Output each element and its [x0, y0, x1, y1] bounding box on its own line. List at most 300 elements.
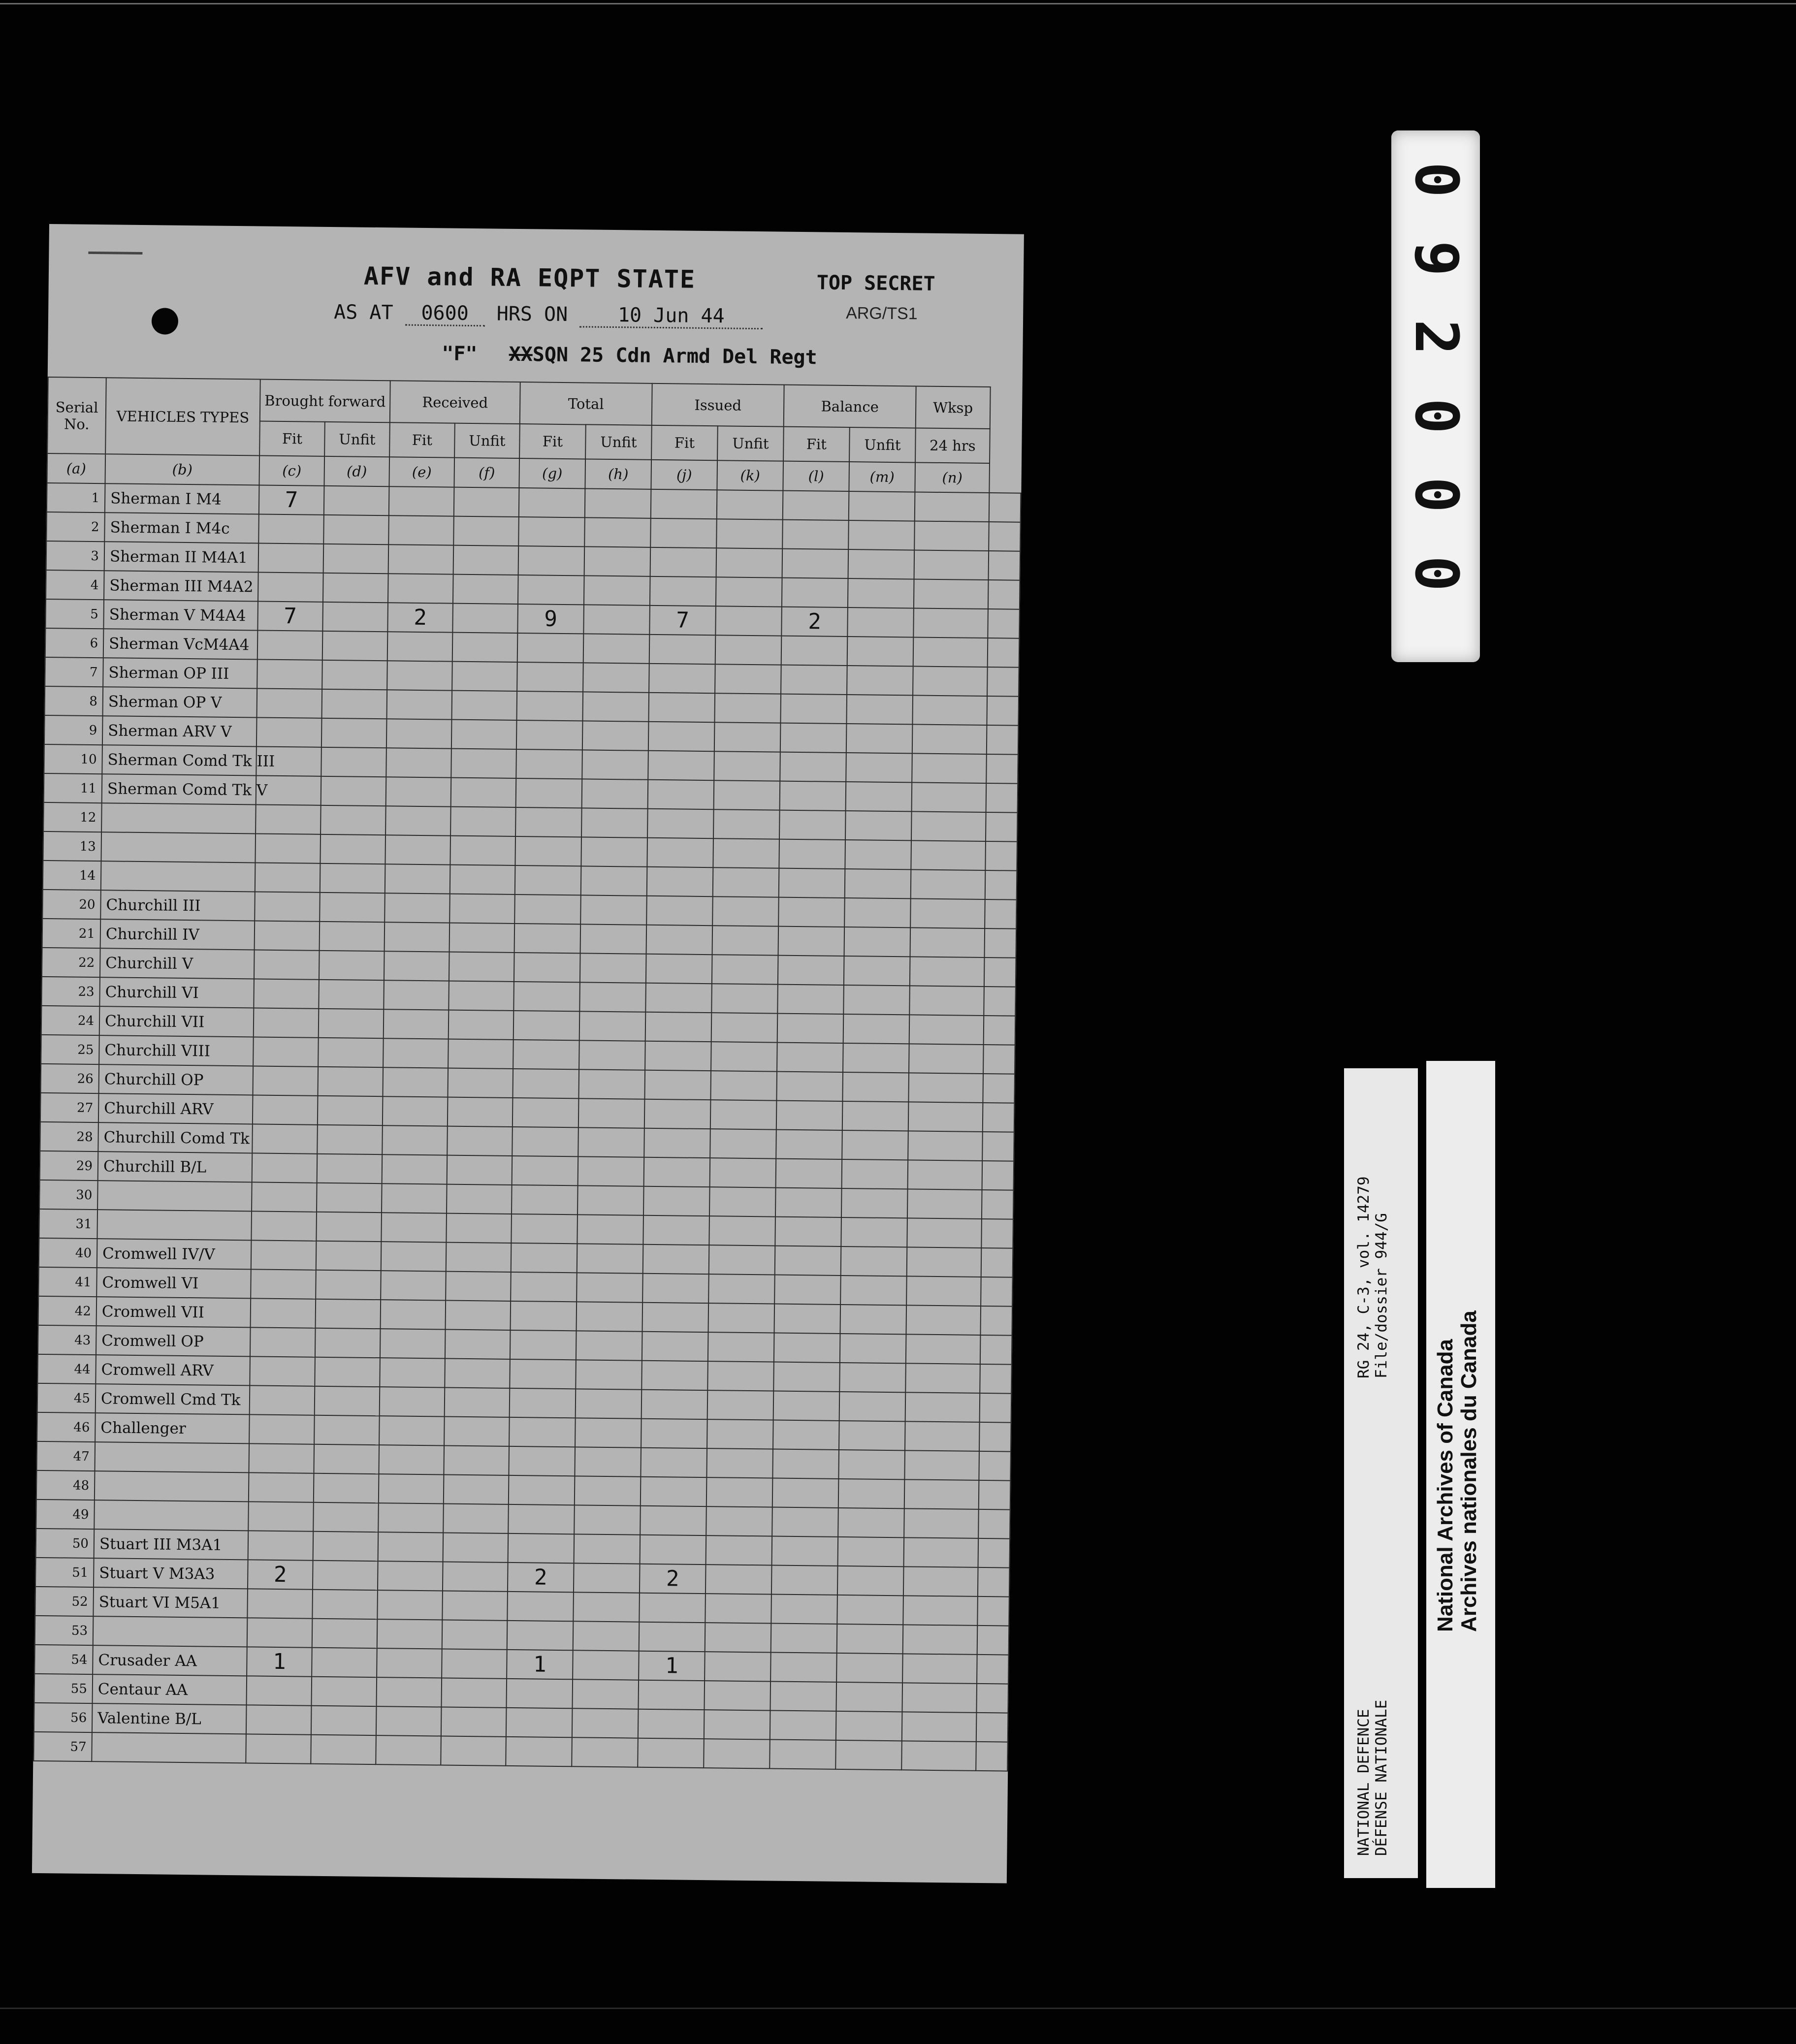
count-cell — [377, 1677, 442, 1707]
count-cell — [646, 925, 713, 955]
count-cell — [258, 514, 324, 543]
column-letter: (c) — [259, 455, 324, 485]
serial-cell: 14 — [43, 861, 101, 890]
count-cell: 7 — [257, 601, 323, 631]
count-cell — [383, 1096, 448, 1126]
count-cell — [915, 492, 990, 522]
unfit-header: Unfit — [585, 424, 652, 459]
count-cell — [976, 1742, 1008, 1771]
vehicle-type-cell: Sherman II M4A1 — [104, 542, 259, 572]
count-cell — [255, 921, 320, 950]
count-cell — [448, 1068, 513, 1098]
count-cell — [252, 1182, 317, 1212]
serial-cell: 52 — [35, 1587, 94, 1616]
count-cell — [908, 1102, 983, 1132]
count-cell — [323, 544, 389, 574]
count-cell — [321, 776, 386, 806]
vehicle-type-cell: Churchill VIII — [99, 1035, 254, 1066]
count-cell — [383, 1038, 449, 1068]
count-cell — [708, 1332, 774, 1362]
count-cell — [251, 1298, 316, 1328]
count-cell — [451, 720, 517, 749]
count-cell — [778, 926, 845, 956]
count-cell — [519, 488, 585, 517]
count-cell — [782, 549, 849, 578]
count-cell — [378, 1532, 444, 1562]
count-cell — [312, 1619, 378, 1648]
count-cell — [979, 1480, 1011, 1510]
count-cell — [641, 1477, 707, 1506]
count-cell — [914, 579, 989, 609]
count-cell — [385, 922, 450, 952]
punch-hole — [152, 308, 179, 335]
serial-cell: 47 — [36, 1441, 95, 1471]
count-cell — [507, 1621, 574, 1650]
count-cell — [573, 1621, 640, 1651]
count-cell — [908, 1073, 983, 1103]
count-cell — [708, 1274, 775, 1304]
count-cell — [770, 1653, 837, 1682]
count-cell — [779, 810, 846, 840]
count-cell — [905, 1421, 980, 1451]
count-cell — [320, 834, 385, 864]
count-cell — [839, 1421, 905, 1450]
count-cell — [771, 1624, 837, 1653]
count-cell — [712, 926, 779, 955]
count-cell — [450, 807, 516, 836]
count-cell — [251, 1211, 317, 1241]
count-cell — [913, 637, 988, 667]
count-cell — [977, 1626, 1009, 1655]
count-cell — [638, 1680, 705, 1710]
count-cell — [707, 1419, 773, 1449]
count-cell — [905, 1392, 980, 1422]
count-cell — [643, 1186, 710, 1216]
serial-cell: 10 — [44, 744, 102, 774]
brought-forward-header: Brought forward — [260, 380, 390, 423]
count-cell — [583, 663, 649, 692]
count-cell — [257, 630, 323, 660]
label-line-3: RG 24, C-3, vol. 14279 — [1355, 1176, 1373, 1378]
count-cell — [575, 1447, 641, 1476]
types-header: VEHICLES TYPES — [105, 378, 260, 455]
vehicle-type-cell — [101, 861, 256, 892]
count-cell — [454, 487, 519, 517]
count-cell — [248, 1501, 314, 1531]
count-cell — [323, 515, 389, 544]
vehicle-type-cell: Challenger — [95, 1413, 250, 1443]
count-cell — [707, 1361, 774, 1391]
column-letter: (n) — [915, 462, 990, 493]
count-cell — [513, 1011, 580, 1040]
count-cell — [841, 1188, 908, 1218]
serial-cell: 51 — [35, 1558, 94, 1587]
count-cell — [247, 1618, 313, 1647]
vehicle-type-cell — [95, 1442, 249, 1472]
count-cell — [511, 1301, 577, 1331]
count-cell — [775, 1217, 841, 1246]
count-cell — [573, 1650, 639, 1680]
count-cell — [452, 662, 517, 691]
count-cell: 1 — [639, 1651, 705, 1681]
count-cell: 7 — [649, 606, 716, 635]
count-cell — [251, 1269, 316, 1299]
count-cell — [253, 1095, 318, 1124]
count-cell — [904, 1450, 979, 1480]
serial-cell: 57 — [33, 1732, 92, 1761]
count-cell — [379, 1445, 444, 1474]
film-edge-bottom — [0, 2008, 1796, 2009]
frame-digit: 0 — [1402, 555, 1470, 592]
vehicle-type-cell: Churchill VII — [99, 1006, 254, 1037]
count-cell — [706, 1477, 773, 1507]
count-cell — [380, 1358, 445, 1387]
count-cell — [448, 1039, 513, 1069]
count-cell — [981, 1248, 1013, 1278]
equipment-state-form — [32, 224, 1024, 1884]
count-cell — [646, 954, 712, 984]
column-letter: (l) — [783, 461, 849, 491]
count-cell: 2 — [248, 1560, 313, 1589]
count-cell — [911, 840, 986, 870]
count-cell — [381, 1213, 447, 1242]
count-cell — [316, 1212, 382, 1242]
count-cell — [902, 1654, 977, 1684]
count-cell — [385, 835, 450, 864]
count-cell — [707, 1390, 774, 1420]
count-cell — [989, 493, 1021, 522]
count-cell — [444, 1475, 509, 1504]
count-cell — [513, 1069, 579, 1098]
count-cell — [376, 1735, 441, 1765]
column-letter: (m) — [849, 462, 915, 492]
count-cell — [517, 691, 583, 721]
count-cell — [706, 1565, 772, 1594]
count-cell — [982, 1190, 1014, 1219]
count-cell — [980, 1335, 1012, 1365]
count-cell — [983, 1045, 1015, 1074]
count-cell — [317, 1154, 383, 1183]
count-cell — [577, 1185, 644, 1215]
count-cell — [713, 867, 779, 897]
count-cell — [251, 1240, 317, 1270]
count-cell — [710, 1100, 777, 1129]
count-cell — [841, 1217, 907, 1247]
count-cell — [517, 633, 584, 663]
count-cell — [781, 636, 848, 666]
vehicle-type-cell: Churchill V — [100, 948, 255, 979]
count-cell — [582, 721, 649, 750]
count-cell — [572, 1708, 639, 1738]
count-cell — [839, 1392, 906, 1421]
count-cell — [581, 808, 648, 837]
count-cell — [441, 1707, 507, 1737]
count-cell — [846, 782, 912, 811]
vehicle-type-cell — [95, 1471, 249, 1501]
count-cell — [315, 1357, 380, 1387]
count-cell — [773, 1362, 840, 1392]
count-cell — [984, 987, 1016, 1016]
count-cell — [452, 691, 517, 720]
count-cell — [912, 724, 987, 754]
count-cell — [448, 1097, 513, 1127]
serial-cell: 22 — [42, 948, 100, 977]
count-cell — [650, 547, 717, 577]
count-cell — [382, 1183, 447, 1213]
vehicle-type-cell: Stuart III M3A1 — [94, 1529, 249, 1560]
vehicle-type-cell: Cromwell OP — [96, 1326, 251, 1356]
count-cell — [449, 981, 514, 1011]
count-cell — [578, 1098, 645, 1128]
serial-cell: 42 — [38, 1296, 97, 1326]
count-cell — [714, 722, 781, 752]
count-cell — [839, 1363, 906, 1392]
count-cell — [573, 1592, 640, 1622]
count-cell — [912, 753, 987, 783]
count-cell — [778, 897, 845, 927]
count-cell — [641, 1448, 707, 1477]
count-cell — [648, 751, 714, 780]
vehicle-type-cell: Sherman Comd Tk III — [102, 745, 257, 775]
count-cell — [577, 1244, 643, 1273]
count-cell — [901, 1741, 976, 1771]
count-cell — [316, 1299, 381, 1329]
classification-label: TOP SECRET — [816, 271, 935, 295]
count-cell — [388, 574, 453, 603]
count-cell — [711, 984, 778, 1013]
count-cell — [704, 1710, 770, 1739]
unfit-header: Unfit — [324, 422, 390, 457]
count-cell — [315, 1386, 380, 1416]
equipment-table — [33, 377, 1022, 1772]
count-cell — [387, 632, 453, 661]
count-cell — [511, 1214, 577, 1244]
fit-header: Fit — [651, 425, 718, 460]
count-cell — [580, 953, 646, 983]
vehicle-type-cell — [101, 832, 256, 862]
serial-cell: 43 — [38, 1325, 96, 1355]
count-cell — [709, 1245, 775, 1275]
count-cell — [446, 1272, 511, 1301]
count-cell — [848, 549, 915, 579]
count-cell — [451, 778, 516, 807]
count-cell — [382, 1125, 448, 1155]
count-cell — [582, 750, 648, 779]
count-cell — [978, 1509, 1010, 1539]
count-cell — [838, 1537, 904, 1566]
count-cell — [255, 833, 321, 863]
count-cell — [578, 1069, 645, 1099]
count-cell: 2 — [640, 1564, 706, 1594]
count-cell — [445, 1359, 510, 1388]
count-cell — [838, 1508, 904, 1537]
count-cell — [908, 1131, 983, 1161]
frame-digit: 0 — [1402, 477, 1470, 513]
count-cell — [446, 1243, 512, 1272]
serial-cell: 26 — [41, 1064, 99, 1093]
count-cell — [247, 1589, 313, 1618]
column-letter: (d) — [324, 456, 389, 486]
serial-header: Serial No. — [47, 377, 106, 454]
count-cell: 2 — [781, 607, 848, 637]
count-cell — [258, 572, 323, 602]
count-cell — [319, 951, 385, 980]
vehicle-type-cell — [97, 1210, 252, 1240]
count-cell — [446, 1214, 512, 1243]
serial-cell: 29 — [40, 1151, 98, 1181]
count-cell — [381, 1300, 446, 1329]
serial-cell: 28 — [40, 1122, 98, 1151]
count-cell — [904, 1537, 979, 1567]
count-cell — [848, 578, 914, 608]
count-cell — [510, 1388, 576, 1418]
archives-line-1: National Archives of Canada — [1433, 1339, 1457, 1632]
frame-digit: 0 — [1402, 161, 1470, 198]
count-cell — [450, 865, 515, 894]
count-cell — [843, 1014, 910, 1044]
count-cell — [982, 1132, 1014, 1161]
count-cell — [710, 1158, 776, 1187]
serial-cell: 44 — [37, 1354, 96, 1384]
count-cell — [845, 811, 912, 840]
serial-cell: 1 — [47, 483, 105, 512]
count-cell — [447, 1126, 513, 1156]
count-cell: 1 — [507, 1650, 573, 1679]
count-cell — [446, 1301, 511, 1330]
count-cell — [579, 1011, 646, 1041]
count-cell — [518, 575, 584, 605]
vehicle-type-cell: Sherman V M4A4 — [103, 600, 258, 630]
count-cell — [443, 1533, 509, 1563]
count-cell — [378, 1561, 443, 1591]
fit-header: Fit — [519, 424, 586, 459]
count-cell — [983, 1074, 1015, 1103]
balance-header: Balance — [784, 385, 916, 428]
count-cell — [322, 631, 388, 661]
count-cell — [506, 1737, 572, 1766]
count-cell — [840, 1334, 906, 1363]
count-cell — [253, 1037, 319, 1066]
count-cell — [318, 1067, 383, 1096]
count-cell — [986, 783, 1018, 813]
count-cell — [584, 546, 651, 576]
count-cell — [507, 1679, 573, 1708]
count-cell — [320, 863, 385, 893]
vehicle-type-cell: Churchill VI — [99, 977, 254, 1008]
count-cell — [316, 1270, 381, 1300]
count-cell — [383, 1067, 448, 1097]
count-cell — [648, 693, 715, 722]
count-cell — [710, 1129, 776, 1158]
count-cell — [705, 1623, 771, 1652]
count-cell — [772, 1507, 838, 1537]
count-cell — [979, 1451, 1011, 1481]
count-cell — [582, 779, 648, 808]
count-cell — [911, 869, 986, 899]
serial-cell: 2 — [46, 512, 105, 542]
count-cell — [576, 1331, 642, 1360]
count-cell — [642, 1303, 709, 1332]
count-cell — [779, 868, 845, 898]
count-cell — [715, 664, 781, 694]
count-cell — [913, 666, 988, 696]
count-cell — [770, 1682, 836, 1711]
count-cell — [387, 661, 452, 690]
count-cell — [313, 1502, 379, 1532]
count-cell — [255, 862, 321, 892]
count-cell — [380, 1329, 446, 1358]
count-cell — [844, 956, 910, 986]
serial-cell: 40 — [39, 1238, 97, 1268]
serial-cell: 31 — [39, 1209, 97, 1239]
count-cell — [377, 1619, 443, 1649]
struck-text: XX — [509, 343, 533, 366]
count-cell — [447, 1155, 513, 1185]
vehicle-type-cell — [93, 1616, 248, 1647]
serial-cell: 5 — [45, 599, 104, 629]
count-cell — [907, 1189, 982, 1219]
count-cell — [516, 720, 583, 750]
count-cell — [648, 722, 715, 751]
vehicle-type-cell: Cromwell Cmd Tk — [96, 1384, 250, 1414]
squadron-letter: "F" — [442, 342, 478, 366]
count-cell — [837, 1595, 903, 1625]
count-cell — [775, 1246, 841, 1276]
count-cell — [837, 1566, 904, 1596]
count-cell — [976, 1713, 1008, 1742]
vehicle-type-cell: Churchill III — [100, 890, 255, 921]
count-cell — [512, 1127, 578, 1156]
count-cell — [783, 491, 849, 520]
count-cell — [449, 894, 515, 924]
count-cell — [777, 1014, 844, 1043]
count-cell — [710, 1071, 777, 1100]
count-cell — [704, 1739, 770, 1768]
vehicle-type-cell: Centaur AA — [93, 1674, 247, 1705]
count-cell — [716, 548, 783, 577]
film-edge-top — [0, 3, 1796, 4]
count-cell — [847, 607, 914, 637]
count-cell — [258, 543, 324, 573]
count-cell — [321, 718, 387, 748]
count-cell — [717, 490, 783, 519]
count-cell — [453, 516, 519, 546]
count-cell — [646, 896, 713, 926]
count-cell — [257, 659, 322, 689]
count-cell — [641, 1390, 708, 1419]
count-cell — [322, 602, 388, 632]
archives-line-2: Archives nationales du Canada — [1457, 1310, 1481, 1632]
serial-cell: 13 — [43, 831, 101, 861]
count-cell — [246, 1705, 312, 1734]
issued-header: Issued — [652, 383, 784, 427]
vehicle-type-cell — [97, 1181, 252, 1211]
count-cell — [252, 1153, 318, 1182]
count-cell — [978, 1538, 1010, 1568]
count-cell — [914, 521, 989, 551]
count-cell — [986, 754, 1018, 784]
count-cell — [644, 1128, 710, 1158]
count-cell — [441, 1736, 506, 1766]
count-cell — [377, 1648, 442, 1678]
count-cell — [581, 866, 647, 895]
label-line-4: File/dossier 944/G — [1373, 1213, 1390, 1378]
count-cell — [912, 782, 987, 812]
count-cell — [379, 1474, 444, 1503]
count-cell — [642, 1274, 709, 1303]
count-cell — [778, 956, 844, 985]
count-cell — [514, 894, 581, 924]
